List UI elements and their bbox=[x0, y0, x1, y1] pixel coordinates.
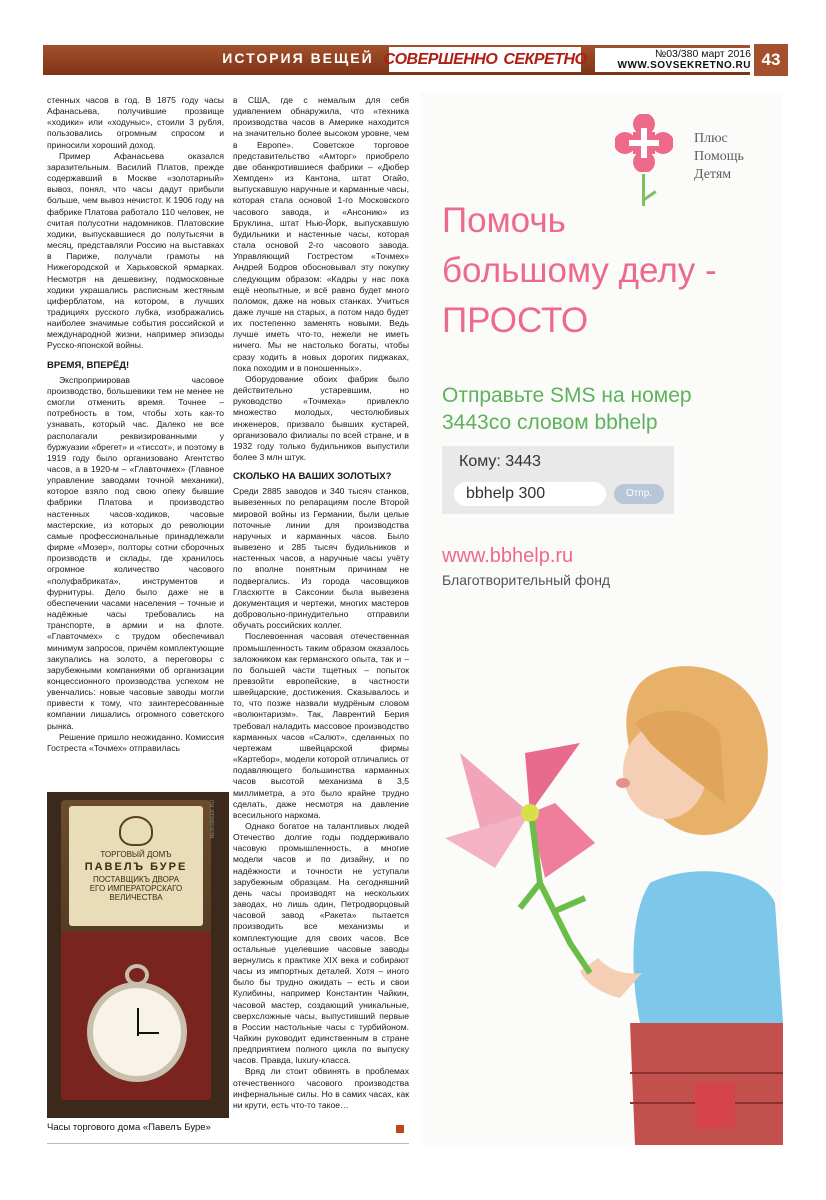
sms-line: 3443со словом bbhelp bbox=[442, 411, 658, 434]
paragraph: Однако богатое на талантливых людей Отечество долгие годы поддерживало часовую промышленность, а многие модели часов и по дизайну, и по надёжности и точности не уступали зарубежным образцам. На сегодняшний день часы производят на нескольких заводах, но лишь один, Петродворцовый часовой завод «Ракета» пытается производить все механизмы и комплектующие для своих часов. Все остальные уцелевшие часовые заводы вернулись к практике XIX века и собирают часы из импортных деталей. Хотя – иного было бы трудно ожидать – есть и свои Кулибины, например Константин Чайкин, часовой мастер, создающий уникальные, сверхсложные часы, выпустивший первые в России настольные часы с турбийоном. Чайкин руководит единственным в стране предприятием полного цикла по выпуску часов. Правда, luxury-класса. bbox=[233, 821, 409, 1066]
lid-brand: ПАВЕЛЪ БУРЕ bbox=[84, 861, 188, 873]
headline-line: ПРОСТО bbox=[442, 301, 589, 340]
lid-text: ЕГО ИМПЕРАТОРСКАГО ВЕЛИЧЕСТВА bbox=[89, 884, 183, 902]
bottom-divider bbox=[47, 1143, 409, 1144]
headline-line: большому делу - bbox=[442, 251, 717, 290]
magazine-logo bbox=[383, 47, 587, 72]
pocket-watch-icon bbox=[87, 982, 187, 1082]
logo-right-word: СЕКРЕТНО bbox=[503, 50, 587, 68]
lid-text: ТОРГОВЫЙ ДОМЪ bbox=[100, 850, 172, 859]
section-rubric: ИСТОРИЯ ВЕЩЕЙ bbox=[222, 50, 374, 66]
paragraph: Послевоенная часовая отечественная промышленность таким образом оказалось заложником как германского опыта, так и – по большей части тщетных – попыток превзойти европейские, в частности швейцарские, достижения. Сказывалось и то, что позже назвали мудрёным словом «волюнтаризм». Так, Лаврентий Берия требовал наладить массовое производство карманных часов «Салют», сделанных по чертежам швейцарской фирмы «Картебор», модели которой отличались от подавляющего большинства карманных часов высотой механизма в 3,5 миллиметра, а это было крайне трудно сделать, даже несмотря на давление всесильного наркома. bbox=[233, 631, 409, 820]
paragraph: в США, где с немалым для себя удивлением обнаружила, что «техника производства часов в Америке находится на значительно более высоком уровне, чем в Европе». Советское торговое представительство «Амторг» приобрело две обанкротившиеся фабрики – «Дюбер Хемпден» из Кантона, штат Огайо, выпускавшую наручные и карманные часы, которая стала основой 1-го Московского часового завода, и «Ансонию» из Бруклина, штат Нью-Йорк, выпускавшую будильники и настенные часы, которая стала основой 2-го часового завода. Управляющий Гострестом «Точмех» Андрей Бодров обосновывал эту покупку следующим образом: «Кадры у нас пока ещё неопытные, и всё равно будет много поломок, даже на новых станках. Учиться даже лучше на старых, а потом надо будет их постепенно заменять новыми. Ведь лучше иметь что-то, нежели не иметь ничего. Мы не настолько богаты, чтобы сразу ходить в новых дорогих пиджаках, пока походим и в поношенных». bbox=[233, 95, 409, 373]
site-url: WWW.SOVSEKRETNO.RU bbox=[617, 60, 751, 71]
fund-url: www.bbhelp.ru bbox=[442, 545, 574, 567]
watch-hand bbox=[137, 1032, 159, 1034]
sms-mockup bbox=[442, 446, 674, 514]
paragraph: стенных часов в год. В 1875 году часы Афанасьева, получившие прозвище «ходики» или «ходуныс», стоили 3 рубля, пользовались огромным спросом и приносили хороший доход. bbox=[47, 95, 224, 150]
section-heading: СКОЛЬКО НА ВАШИХ ЗОЛОТЫХ? bbox=[233, 471, 392, 483]
fund-name-line: Помощь bbox=[694, 149, 744, 164]
sms-recipient: Кому: 3443 bbox=[459, 453, 541, 470]
article-column-2 bbox=[233, 95, 409, 1111]
paragraph: Среди 2885 заводов и 340 тысяч станков, вывезенных по репарациям после Второй мировой войны из Германии, были целые поточные линии для производства наручных и карманных часов. Было вывезено и 285 тысяч будильников и настенных часов, а наручные часы учёту по вполне понятным причинам не подвергались. Из города часовщиков Гласхютте в Саксонии была вывезена документация и чертежи, многих мастеров добровольно-принудительно отправили обучать российских коллег. bbox=[233, 486, 409, 631]
ad-headline bbox=[442, 196, 717, 346]
pocket-watch-photo bbox=[47, 792, 229, 1118]
box-lid-label bbox=[69, 806, 203, 926]
article-end-mark bbox=[396, 1125, 404, 1133]
paragraph: Решение пришло неожиданно. Комиссия Гостреста «Точмех» отправилась bbox=[47, 731, 224, 753]
paragraph: Пример Афанасьева оказался заразительным. Василий Платов, прежде содержавший в Москве «золотарный» вывоз, понял, что часы дадут прибыли больше, чем вывоз нечистот. К 1906 году на фабрике Платова работало 110 человек, не считая полусотни надомников. Платовские ходики, выпускавшиеся до полутысячи в месяц, представляли Россию на выставках в Париже, получали грамоты на Нижегородской и Харьковской ярмарках. Несмотря на дешевизну, подмосковные ходики украшались расписным жестяным циферблатом, на котором, в лучших традициях русского лубка, изображались наиболее значимые события российской и международной жизни, например эпизоды Русско-японской войны. bbox=[47, 150, 224, 351]
fund-name-line: Детям bbox=[694, 167, 732, 182]
photo-caption: Часы торгового дома «Павелъ Буре» bbox=[47, 1122, 211, 1133]
sms-instructions bbox=[442, 382, 692, 436]
fund-type: Благотворительный фонд bbox=[442, 572, 611, 588]
logo-left-word: СОВЕРШЕННО bbox=[383, 50, 498, 68]
lid-text: ПОСТАВЩИКЪ ДВОРА bbox=[92, 875, 180, 884]
article-column-1 bbox=[47, 95, 224, 754]
page-number: 43 bbox=[754, 44, 788, 76]
flower-cross-icon bbox=[615, 114, 673, 172]
imperial-crest-icon bbox=[119, 816, 153, 846]
paragraph: Экспроприировав часовое производство, большевики тем не менее не смогли отменить время. Точнее – потребность в том, чтобы хоть как-то узнавать, который час. Далеко не все располагали реквизированными у буржуазии «брегет» и «тиссот», и поэтому в 1919 году было организовано Агентство часов, а в 1920-м – «Главточмех» (Главное управление заводами точной механики), которое взяло под свою опеку бывшие фабрики Платова и производство настенных часов-ходиков, часовые мастерские, из которых до революции самые профессиональные принадлежали фирме «Мозер», полторы сотни сборочных производств и склады, где хранилось огромное количество часового «полуфабриката», инструментов и фурнитуры. Дело было даже не в обеспечении часами населения – точные и надёжные часы требовались на транспорте, в армии и на флоте. «Главточмех» с трудом обеспечивал минимум запросов, причём комплектующие закупались на золото, а переговоры с зарубежными компаниями об организации концессионного производства успехом не увенчались: новые часовые заводы могли привести к тому, что заинтересованные компании лишались огромного советского рынка. bbox=[47, 374, 224, 731]
sms-message: bbhelp 300 bbox=[454, 482, 606, 506]
headline-line: Помочь bbox=[442, 201, 566, 240]
page-number-box bbox=[754, 44, 788, 76]
fund-name-line: Плюс bbox=[694, 131, 728, 146]
page-header bbox=[43, 44, 783, 76]
child-with-pinwheel-illustration bbox=[420, 653, 783, 1145]
issue-info bbox=[595, 48, 755, 72]
section-heading: ВРЕМЯ, ВПЕРЁД! bbox=[47, 359, 130, 371]
paragraph: Вряд ли стоит обвинять в проблемах отечественного часового производства инфернальные силы. Но в самих часах, как ни крути, есть что-то такое… bbox=[233, 1066, 409, 1110]
charity-advertisement bbox=[420, 93, 783, 1145]
fund-name bbox=[694, 130, 744, 184]
sms-line: Отправьте SMS на номер bbox=[442, 384, 692, 407]
issue-number: №03/380 март 2016 bbox=[654, 48, 751, 60]
paragraph: Оборудование обоих фабрик было действительно устаревшим, но руководство «Точмеха» привлекло множество молодых, честолюбивых инженеров, призвало бывших кустарей, организовало филиалы по всей стране, и в 1932 году только будильников выпустили более 3 млн штук. bbox=[233, 373, 409, 462]
photo-credit: NEWSWEEK.RU bbox=[210, 800, 216, 839]
sms-send-button: Отпр. bbox=[614, 484, 664, 504]
